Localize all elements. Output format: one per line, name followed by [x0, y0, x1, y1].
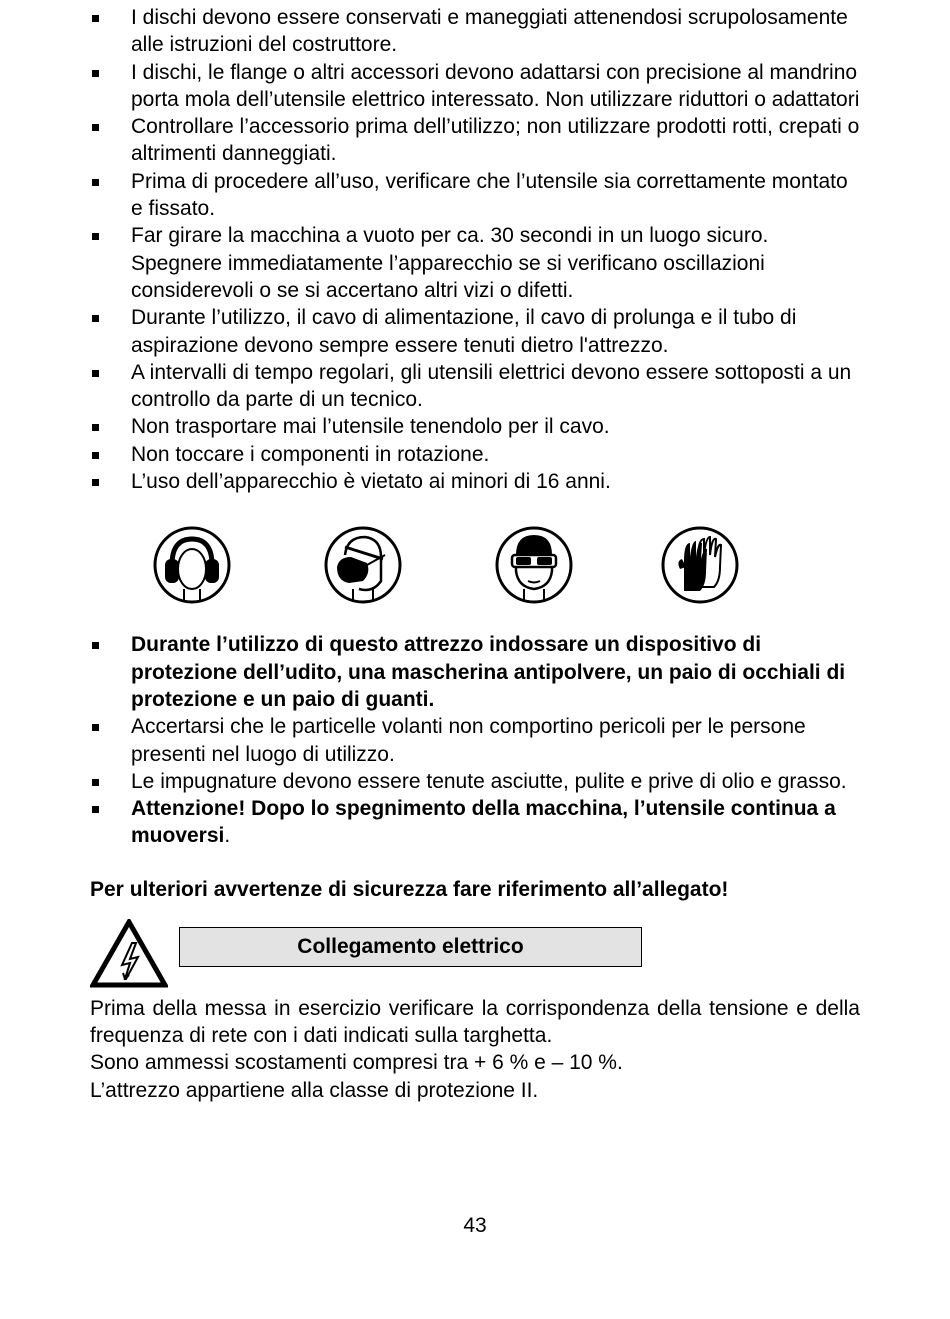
list-item: [90, 631, 860, 713]
list-item: Le impugnature devono essere tenute asciutte, pulite e prive di olio e grasso.: [90, 768, 860, 795]
list-item: Non trasportare mai l’utensile tenendolo per il cavo.: [90, 413, 860, 440]
list-item: Durante l’utilizzo, il cavo di alimentazione, il cavo di prolunga e il tubo di aspirazione devono sempre essere tenuti dietro l'attrezzo.: [90, 304, 860, 359]
rotation-warning-tail: .: [224, 824, 231, 848]
safety-list-2: [90, 631, 860, 849]
list-item: Prima di procedere all’uso, verificare che l’utensile sia correttamente montato e fissato.: [90, 168, 860, 223]
list-item: I dischi devono essere conservati e maneggiati attenendosi scrupolosamente alle istruzioni del costruttore.: [90, 4, 860, 59]
paragraph: Prima della messa in esercizio verificare la corrispondenza della tensione e della frequenza di rete con i dati indicati sulla targhetta.: [90, 996, 860, 1048]
ppe-icons-row: [90, 495, 860, 631]
page-number: 43: [463, 1214, 487, 1237]
paragraph: Sono ammessi scostamenti compresi tra + 6 % e – 10 %.: [90, 1051, 623, 1075]
list-item: Far girare la macchina a vuoto per ca. 30 secondi in un luogo sicuro. Spegnere immediatamente l’apparecchio se si verificano oscillazioni considerevoli o se si accertano altri vizi o difetti.: [90, 222, 860, 304]
list-item: Accertarsi che le particelle volanti non comportino pericoli per le persone presenti nel luogo di utilizzo.: [90, 713, 860, 768]
reference-note: Per ulteriori avvertenze di sicurezza fare riferimento all’allegato!: [90, 877, 729, 901]
list-item: Controllare l’accessorio prima dell’utilizzo; non utilizzare prodotti rotti, crepati o altrimenti danneggiati.: [90, 113, 860, 168]
list-item: [90, 795, 860, 850]
section-header: [90, 915, 860, 995]
page-content: [90, 4, 860, 1104]
ear-protection-icon: [152, 525, 232, 605]
electrical-hazard-icon: [90, 919, 168, 989]
list-item: L’uso dell’apparecchio è vietato ai minori di 16 anni.: [90, 468, 860, 495]
list-item: I dischi, le flange o altri accessori devono adattarsi con precisione al mandrino porta mola dell’utensile elettrico interessato. Non utilizzare riduttori o adattatori: [90, 59, 860, 114]
dust-mask-icon: [323, 525, 403, 605]
safety-goggles-icon: [494, 525, 574, 605]
ppe-warning-text: Durante l’utilizzo di questo attrezzo indossare un dispositivo di protezione dell’udito, una mascherina antipolvere, un paio di occhiali di protezione e un paio di guanti.: [131, 633, 846, 711]
protective-gloves-icon: [660, 525, 740, 605]
rotation-warning-text: Attenzione! Dopo lo spegnimento della macchina, l’utensile continua a muoversi: [131, 797, 836, 848]
safety-list-1: [90, 4, 860, 495]
section-title: Collegamento elettrico: [179, 927, 642, 967]
paragraph: L’attrezzo appartiene alla classe di protezione II.: [90, 1078, 539, 1102]
electrical-connection-text: [90, 995, 860, 1104]
list-item: Non toccare i componenti in rotazione.: [90, 441, 860, 468]
list-item: A intervalli di tempo regolari, gli utensili elettrici devono essere sottoposti a un controllo da parte di un tecnico.: [90, 359, 860, 414]
